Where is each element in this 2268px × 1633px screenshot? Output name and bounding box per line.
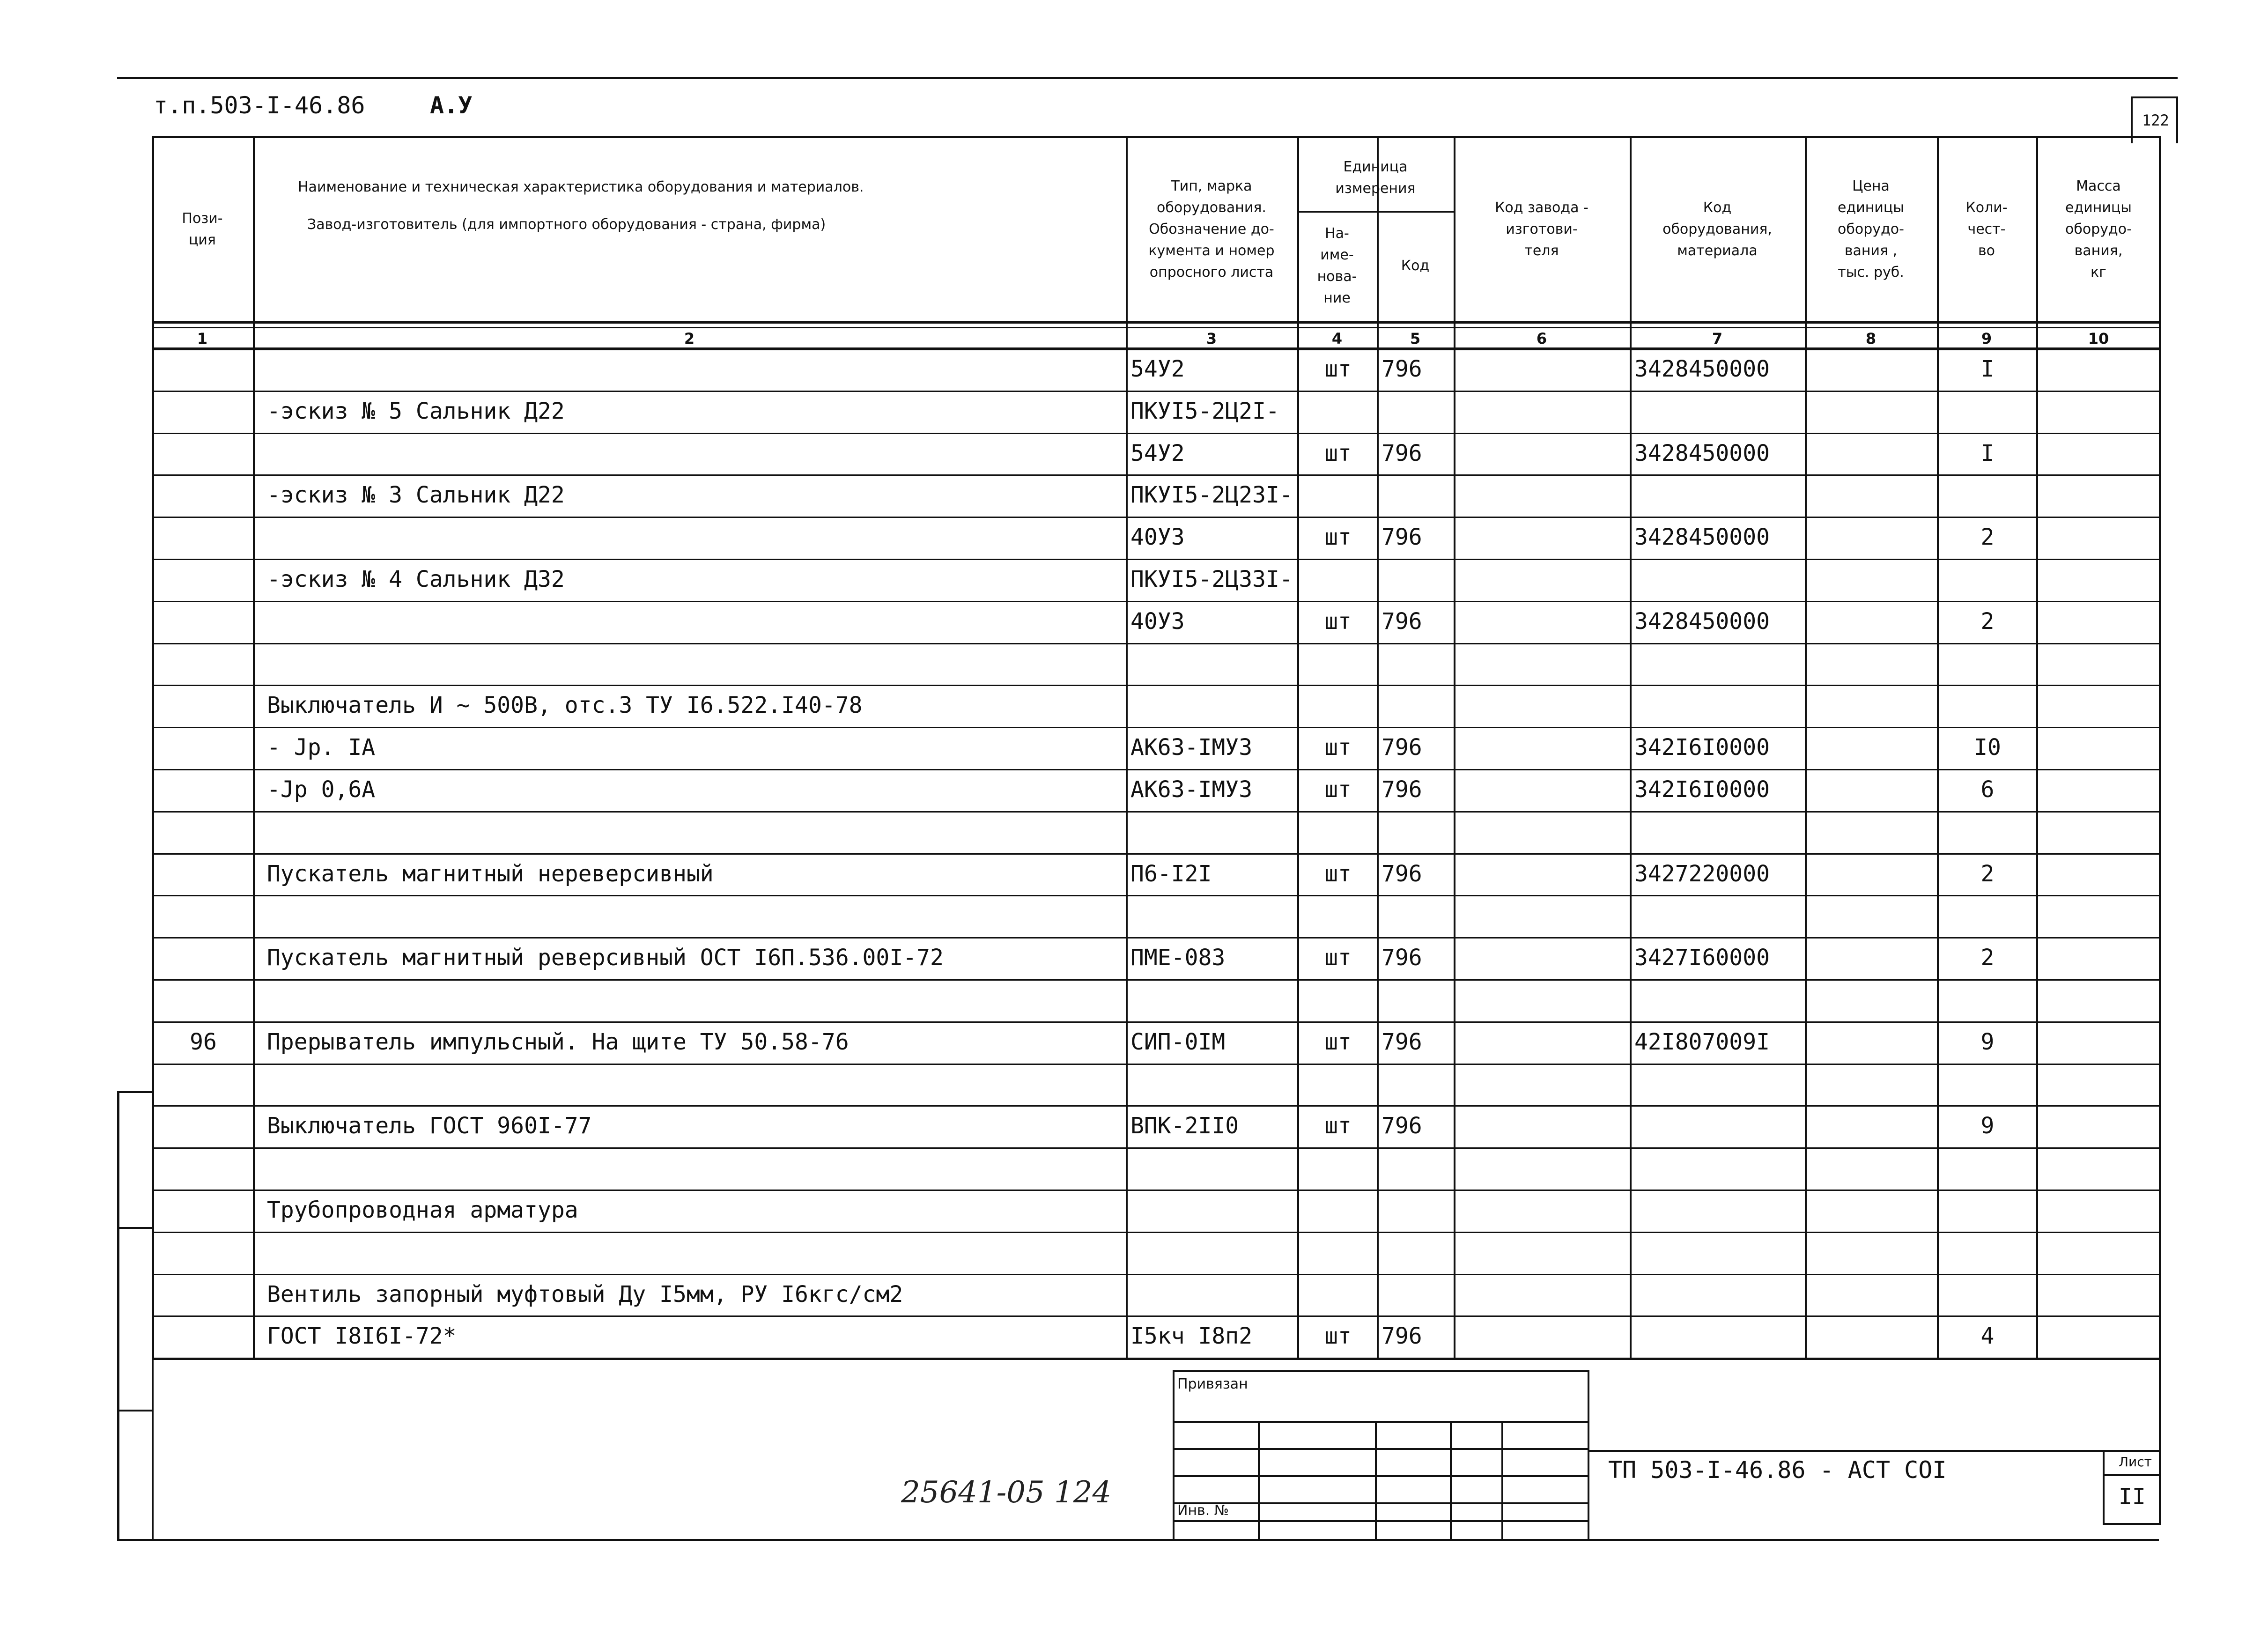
unit-name-cell: шт bbox=[1324, 440, 1352, 466]
name-cell: Трубопроводная арматура bbox=[267, 1197, 578, 1223]
unit-name-cell: шт bbox=[1324, 356, 1352, 382]
material-code-cell: 3428450000 bbox=[1634, 524, 1770, 551]
column-number: 7 bbox=[1712, 330, 1723, 347]
table-row bbox=[152, 1275, 2161, 1317]
material-code-cell: 3427220000 bbox=[1634, 860, 1770, 887]
section-mark: А.У bbox=[430, 92, 473, 119]
header-name-line1: Наименование и техническая характеристика оборудования и материалов. bbox=[298, 179, 864, 195]
header-unit-price: Цена единицы оборудо- вания , тыс. руб. bbox=[1838, 178, 1904, 281]
page-number-box-top bbox=[2131, 96, 2178, 98]
header-material-code: Код оборудования, материала bbox=[1662, 200, 1772, 259]
material-code-cell: 342I6I0000 bbox=[1634, 776, 1770, 803]
table-row bbox=[152, 1190, 2161, 1233]
column-number: 2 bbox=[684, 330, 695, 347]
header-manufacturer-code: Код завода - изготови- теля bbox=[1495, 200, 1588, 259]
type-cell: I5кч I8п2 bbox=[1130, 1323, 1253, 1350]
table-row bbox=[152, 854, 2161, 896]
table-row bbox=[152, 728, 2161, 770]
table-top-border bbox=[152, 136, 2161, 138]
column-number: 4 bbox=[1331, 330, 1343, 347]
header-unit-code: Код bbox=[1401, 257, 1430, 274]
title-block bbox=[152, 1358, 2161, 1541]
name-cell: Пускатель магнитный реверсивный ОСТ I6П.536.00I-72 bbox=[267, 945, 944, 971]
type-cell: АК63-IМУ3 bbox=[1130, 776, 1253, 803]
material-code-cell: 3427I60000 bbox=[1634, 945, 1770, 971]
unit-code-cell: 796 bbox=[1381, 608, 1422, 635]
column-number: 8 bbox=[1865, 330, 1876, 347]
quantity-cell: 9 bbox=[1980, 1028, 1995, 1055]
name-cell: -эскиз № 3 Сальник Д22 bbox=[267, 482, 565, 509]
name-cell: Прерыватель импульсный. На щите ТУ 50.58-76 bbox=[267, 1028, 849, 1055]
binding-margin-line bbox=[117, 1091, 119, 1541]
name-cell: Вентиль запорный муфтовый Ду I5мм, РУ I6кгс/см2 bbox=[267, 1281, 903, 1308]
table-row bbox=[152, 1148, 2161, 1190]
column-number: 3 bbox=[1206, 330, 1217, 347]
unit-name-cell: шт bbox=[1324, 524, 1352, 551]
binding-tick-3 bbox=[117, 1410, 152, 1411]
unit-code-cell: 796 bbox=[1381, 440, 1422, 466]
column-number: 5 bbox=[1410, 330, 1421, 347]
unit-code-cell: 796 bbox=[1381, 860, 1422, 887]
table-row bbox=[152, 392, 2161, 434]
unit-name-cell: шт bbox=[1324, 945, 1352, 971]
name-cell: Выключатель ГОСТ 960I-77 bbox=[267, 1113, 592, 1139]
unit-name-cell: шт bbox=[1324, 1028, 1352, 1055]
quantity-cell: 4 bbox=[1980, 1323, 1995, 1350]
name-cell: - Jр. IA bbox=[267, 734, 376, 761]
document-designation: ТП 503-I-46.86 - АСТ СОI bbox=[1608, 1456, 1947, 1484]
unit-code-cell: 796 bbox=[1381, 356, 1422, 382]
table-row bbox=[152, 644, 2161, 686]
quantity-cell: 2 bbox=[1980, 524, 1995, 551]
unit-code-cell: 796 bbox=[1381, 734, 1422, 761]
type-cell: ПКУI5-2Ц33I- bbox=[1130, 566, 1293, 592]
table-row bbox=[152, 686, 2161, 728]
specification-table bbox=[152, 136, 2161, 1358]
table-row bbox=[152, 896, 2161, 938]
table-row bbox=[152, 434, 2161, 476]
unit-code-cell: 796 bbox=[1381, 945, 1422, 971]
table-row bbox=[152, 1233, 2161, 1275]
column-number: 1 bbox=[197, 330, 208, 347]
unit-name-cell: шт bbox=[1324, 776, 1352, 803]
type-cell: П6-I2I bbox=[1130, 860, 1212, 887]
table-row bbox=[152, 349, 2161, 392]
material-code-cell: 42I807009I bbox=[1634, 1028, 1770, 1055]
name-cell: -эскиз № 4 Сальник Д32 bbox=[267, 566, 565, 592]
column-number: 10 bbox=[2088, 330, 2109, 347]
material-code-cell: 3428450000 bbox=[1634, 440, 1770, 466]
table-row bbox=[152, 980, 2161, 1022]
header-quantity: Коли- чест- во bbox=[1965, 200, 2008, 259]
handwritten-inventory-note: 25641-05 124 bbox=[901, 1475, 1112, 1510]
quantity-cell: I bbox=[1980, 356, 1995, 382]
material-code-cell: 3428450000 bbox=[1634, 608, 1770, 635]
table-row bbox=[152, 517, 2161, 560]
unit-group-divider bbox=[1297, 211, 1454, 213]
type-cell: ПКУI5-2Ц23I- bbox=[1130, 482, 1293, 509]
name-cell: Выключатель И ~ 500В, отс.3 ТУ I6.522.I40-78 bbox=[267, 692, 863, 719]
type-cell: ПМЕ-083 bbox=[1130, 945, 1226, 971]
table-row bbox=[152, 1064, 2161, 1107]
header-position: Пози- ция bbox=[182, 210, 223, 248]
unit-name-cell: шт bbox=[1324, 1113, 1352, 1139]
unit-code-cell: 796 bbox=[1381, 1113, 1422, 1139]
unit-name-cell: шт bbox=[1324, 1323, 1352, 1350]
type-cell: СИП-0IМ bbox=[1130, 1028, 1226, 1055]
type-cell: 40У3 bbox=[1130, 608, 1185, 635]
type-cell: 40У3 bbox=[1130, 524, 1185, 551]
quantity-cell: 2 bbox=[1980, 945, 1995, 971]
table-row bbox=[152, 812, 2161, 854]
bound-label: Привязан bbox=[1177, 1376, 1248, 1392]
header-unit-name: На- име- нова- ние bbox=[1317, 225, 1357, 306]
document-reference: т.п.503-I-46.86 bbox=[154, 92, 365, 119]
unit-code-cell: 796 bbox=[1381, 524, 1422, 551]
quantity-cell: I bbox=[1980, 440, 1995, 466]
binding-tick-2 bbox=[117, 1227, 152, 1229]
name-cell: -эскиз № 5 Сальник Д22 bbox=[267, 398, 565, 424]
name-cell: ГОСТ I8I6I-72* bbox=[267, 1323, 457, 1350]
table-row bbox=[152, 938, 2161, 980]
table-row bbox=[152, 770, 2161, 812]
unit-code-cell: 796 bbox=[1381, 1028, 1422, 1055]
header-unit-group: Единица измерения bbox=[1335, 159, 1416, 197]
sheet-number: II bbox=[2119, 1484, 2146, 1510]
name-cell: -Jр 0,6А bbox=[267, 776, 376, 803]
quantity-cell: 2 bbox=[1980, 860, 1995, 887]
quantity-cell: I0 bbox=[1974, 734, 2001, 761]
type-cell: ПКУI5-2Ц2I- bbox=[1130, 398, 1279, 424]
table-row bbox=[152, 560, 2161, 602]
binding-tick-1 bbox=[117, 1091, 152, 1093]
name-cell: Пускатель магнитный нереверсивный bbox=[267, 860, 714, 887]
table-row bbox=[152, 1106, 2161, 1148]
type-cell: ВПК-2II0 bbox=[1130, 1113, 1239, 1139]
type-cell: 54У2 bbox=[1130, 356, 1185, 382]
material-code-cell: 3428450000 bbox=[1634, 356, 1770, 382]
inventory-label: Инв. № bbox=[1177, 1502, 1229, 1519]
quantity-cell: 2 bbox=[1980, 608, 1995, 635]
top-rule bbox=[117, 77, 2178, 79]
outer-right-border bbox=[2176, 96, 2178, 143]
unit-name-cell: шт bbox=[1324, 860, 1352, 887]
unit-name-cell: шт bbox=[1324, 608, 1352, 635]
header-name-line2: Завод-изготовитель (для импортного оборудования - страна, фирма) bbox=[307, 216, 826, 233]
quantity-cell: 9 bbox=[1980, 1113, 1995, 1139]
header-double-rule bbox=[152, 327, 2161, 328]
table-row bbox=[152, 475, 2161, 517]
type-cell: АК63-IМУ3 bbox=[1130, 734, 1253, 761]
position-cell: 96 bbox=[190, 1028, 217, 1055]
header-bottom-border bbox=[152, 321, 2161, 324]
unit-name-cell: шт bbox=[1324, 734, 1352, 761]
column-number: 6 bbox=[1536, 330, 1547, 347]
header-type-mark: Тип, марка оборудования. Обозначение до- кумента и номер опросного листа bbox=[1148, 178, 1275, 281]
column-number: 9 bbox=[1981, 330, 1992, 347]
table-row bbox=[152, 602, 2161, 644]
type-cell: 54У2 bbox=[1130, 440, 1185, 466]
unit-code-cell: 796 bbox=[1381, 1323, 1422, 1350]
page-number: 122 bbox=[2142, 111, 2169, 129]
sheet-label: Лист bbox=[2119, 1454, 2152, 1470]
quantity-cell: 6 bbox=[1980, 776, 1995, 803]
unit-code-cell: 796 bbox=[1381, 776, 1422, 803]
table-row bbox=[152, 1022, 2161, 1064]
table-row bbox=[152, 1316, 2161, 1359]
material-code-cell: 342I6I0000 bbox=[1634, 734, 1770, 761]
header-unit-mass: Масса единицы оборудо- вания, кг bbox=[2065, 178, 2132, 281]
